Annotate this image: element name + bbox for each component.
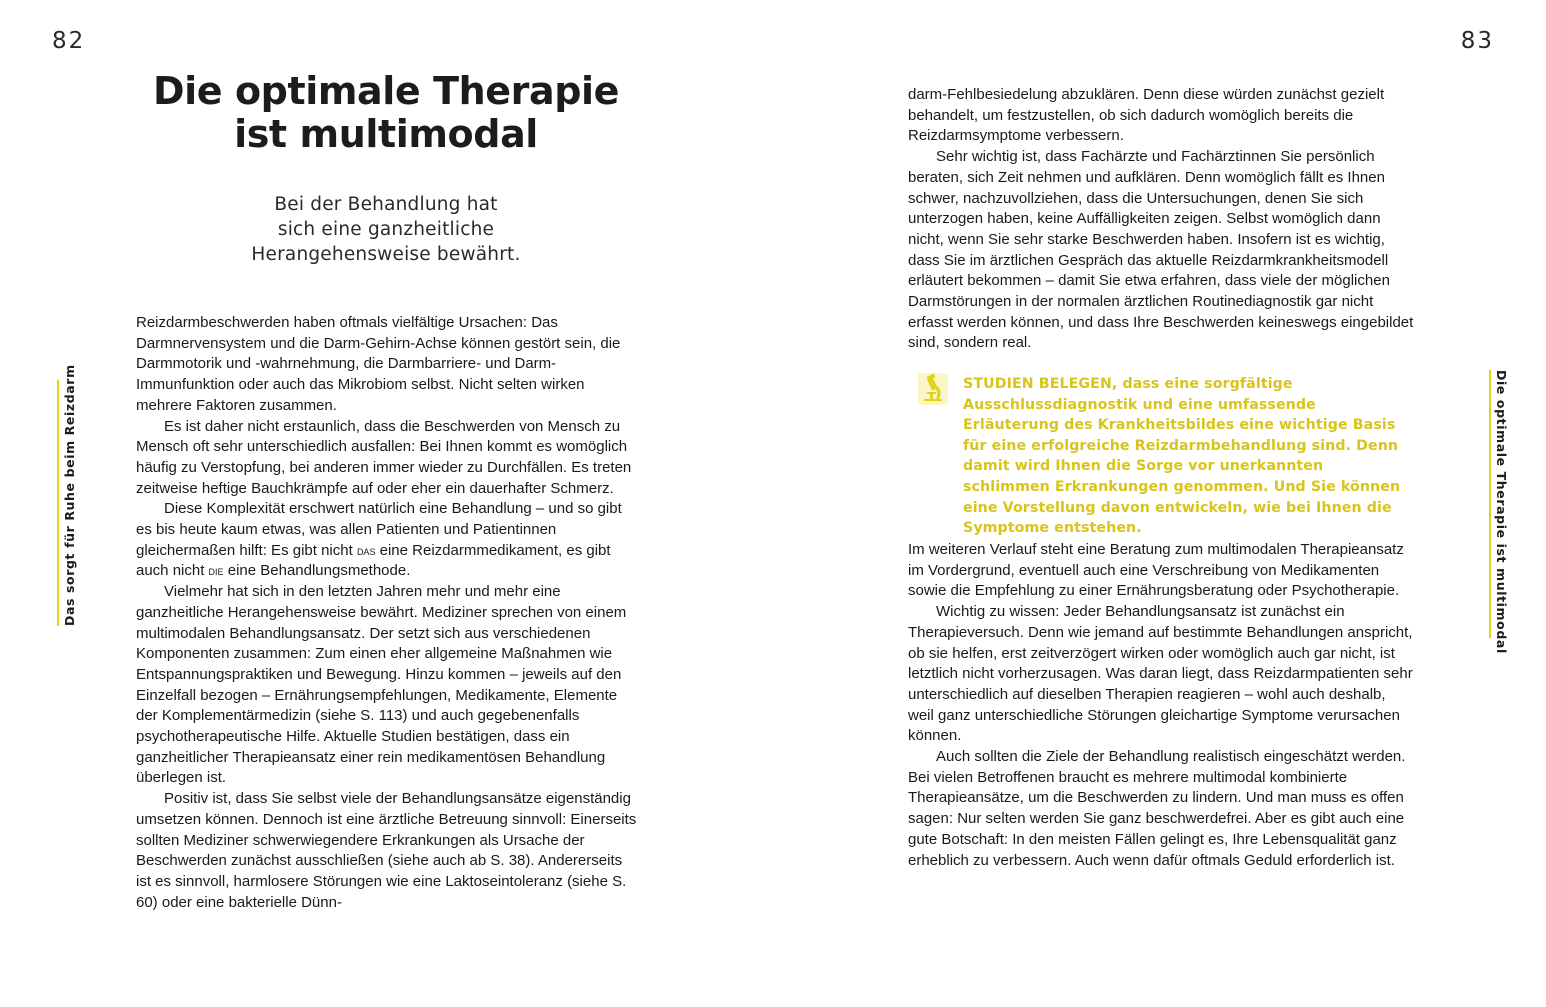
paragraph [136,499,640,582]
right-page [773,0,1546,1007]
headline-line-2: ist multimodal [234,112,538,156]
paragraph: Auch sollten die Ziele der Behandlung realistisch eingeschätzt werden. Bei vielen Betroffenen braucht es mehrere multimodal kombinierte Therapieansätze, um die Beschwerden zu lindern. Und man muss es offen sagen: Nur selten werden Sie ganz beschwerdefrei. Aber es gibt auch eine gute Botschaft: In den meisten Fällen gelingt es, Ihre Lebensqualität ganz erheblich zu verbessern. Auch wenn dafür oftmals Geduld erforderlich ist. [908,748,1406,869]
paragraph: Sehr wichtig ist, dass Fachärzte und Fachärztinnen Sie persönlich beraten, sich Zeit nehmen und aufklären. Denn womöglich fällt es Ihnen schwer, nachzuvollziehen, dass die Untersuchungen, denen Sie sich unterzogen haben, keine Auffälligkeiten zeigen. Selbst womöglich dann nicht, wenn Sie sehr starke Beschwerden haben. Insofern ist es wichtig, dass Sie im ärztlichen Gespräch das aktuelle Reizdarmkrankheitsmodell erläutert bekommen – damit Sie etwa erfahren, dass viele der möglichen Darmstörungen in der normalen ärztlichen Routinediagnostik gar nicht erfasst werden können, und dass Ihre Beschwerden keineswegs eingebildet sind, sondern real. [908,148,1414,352]
callout-text [963,374,1413,539]
text-run: Diese Komplexität erschwert natürlich eine Behandlung – und so gibt es bis heute kaum etwas, was allen Patienten und Patientinnen gleichermaßen hilft: Es gibt nicht [136,500,622,559]
subhead-line-1: Bei der Behandlung hat [274,194,498,215]
side-tab-left: Das sorgt für Ruhe beim Reizdarm [57,380,77,626]
small-caps-word: die [208,563,224,579]
paragraph: Im weiteren Verlauf steht eine Beratung zum multimodalen Therapieansatz im Vordergrund, eventuell auch eine Verschreibung von Medikamenten sowie die Empfehlung zu einer Ernährungsberatung oder Psychotherapie. [908,541,1404,600]
paragraph: darm-Fehlbesiedelung abzuklären. Denn diese würden zunächst gezielt behandelt, um festzustellen, ob sich dadurch womöglich bereits die Reizdarmsymptome verbessern. [908,86,1385,145]
paragraph: Positiv ist, dass Sie selbst viele der Behandlungsansätze eigenständig umsetzen können. Dennoch ist eine ärztliche Betreuung sinnvoll: Einerseits sollten Mediziner schwerwiegendere Erkrankungen als Ursache der Beschwerden zunächst ausschließen (siehe auch ab S. 38). Andererseits ist es sinnvoll, harmlosere Störungen wie eine Laktoseintoleranz (siehe S. 60) oder eine bakterielle Dünn- [136,790,637,911]
text-run: eine Reizdarmmedikament, es gibt auch nicht [136,541,611,580]
headline-line-1: Die optimale Therapie [152,69,620,113]
paragraph: Reizdarmbeschwerden haben oftmals vielfältige Ursachen: Das Darmnervensystem und die Darm-Gehirn-Achse können gestört sein, die Darmmotorik und -wahrnehmung, die Darmbarriere- und Darm-Immunfunktion oder auch das Mikrobiom selbst. Nicht selten wirken mehrere Faktoren zusammen. [136,314,621,414]
right-body-text-bottom [908,540,1414,871]
callout-body: dass eine sorgfältige Ausschlussdiagnostik und eine umfassende Erläuterung des Krankheitsbildes eine wichtige Basis für eine erfolgreiche Reizdarmbehandlung sind. Denn damit wird Ihnen die Sorge vor unerkannten schlimmen Erkrankungen genommen. Und Sie können eine Vorstellung davon entwickeln, wie bei Ihnen die Symptome entstehen. [963,376,1401,537]
microscope-icon [917,372,949,406]
subhead-line-2: sich eine ganzheitliche [277,219,495,240]
paragraph: Es ist daher nicht erstaunlich, dass die Beschwerden von Mensch zu Mensch oft sehr unterschiedlich ausfallen: Bei Ihnen kommt es womöglich häufig zu Verstopfung, bei anderen immer wieder zu Durchfällen. Es treten zeitweise heftige Bauchkrämpfe auf oder eher ein dauerhafter Schmerz. [136,417,632,497]
page-number-left: 82 [52,28,86,54]
right-body-text-top [908,85,1414,354]
paragraph: Wichtig zu wissen: Jeder Behandlungsansatz ist zunächst ein Therapieversuch. Denn wie jemand auf bestimmte Behandlungen anspricht, ob sie helfen, erst zeitverzögert wirken oder womöglich auch gar nicht, ist letztlich nicht vorherzusagen. Was daran liegt, dass Reizdarmpatienten sehr unterschiedlich auf dieselben Therapien reagieren – wohl auch deshalb, weil ganz unterschiedliche Störungen gleichartige Symptome verursachen können. [908,603,1413,745]
left-body-text [136,313,640,913]
callout-lead: STUDIEN BELEGEN, [963,376,1118,392]
small-caps-word: das [356,542,376,558]
paragraph: Vielmehr hat sich in den letzten Jahren mehr und mehr eine ganzheitliche Herangehensweise bewährt. Mediziner sprechen von einem multimodalen Behandlungsansatz. Der setzt sich aus verschiedenen Komponenten zusammen: Zum einen eher allgemeine Maßnahmen wie Entspannungspraktiken und Bewegung. Hinzu kommen – jeweils auf den Einzelfall bezogen – Ernährungsempfehlungen, Medikamente, Elemente der Komplementärmedizin (siehe S. 113) und auch gegebenenfalls psychotherapeutische Hilfe. Aktuelle Studien bestätigen, dass ein ganzheitlicher Therapieansatz einer rein medikamentösen Behandlung überlegen ist. [136,583,627,787]
page-title [136,70,636,156]
page-number-right: 83 [1460,28,1494,54]
subheading [196,192,576,267]
text-run: eine Behandlungsmethode. [223,562,411,580]
side-tab-right: Die optimale Therapie ist multimodal [1489,370,1509,638]
subhead-line-3: Herangehensweise bewährt. [251,244,521,265]
